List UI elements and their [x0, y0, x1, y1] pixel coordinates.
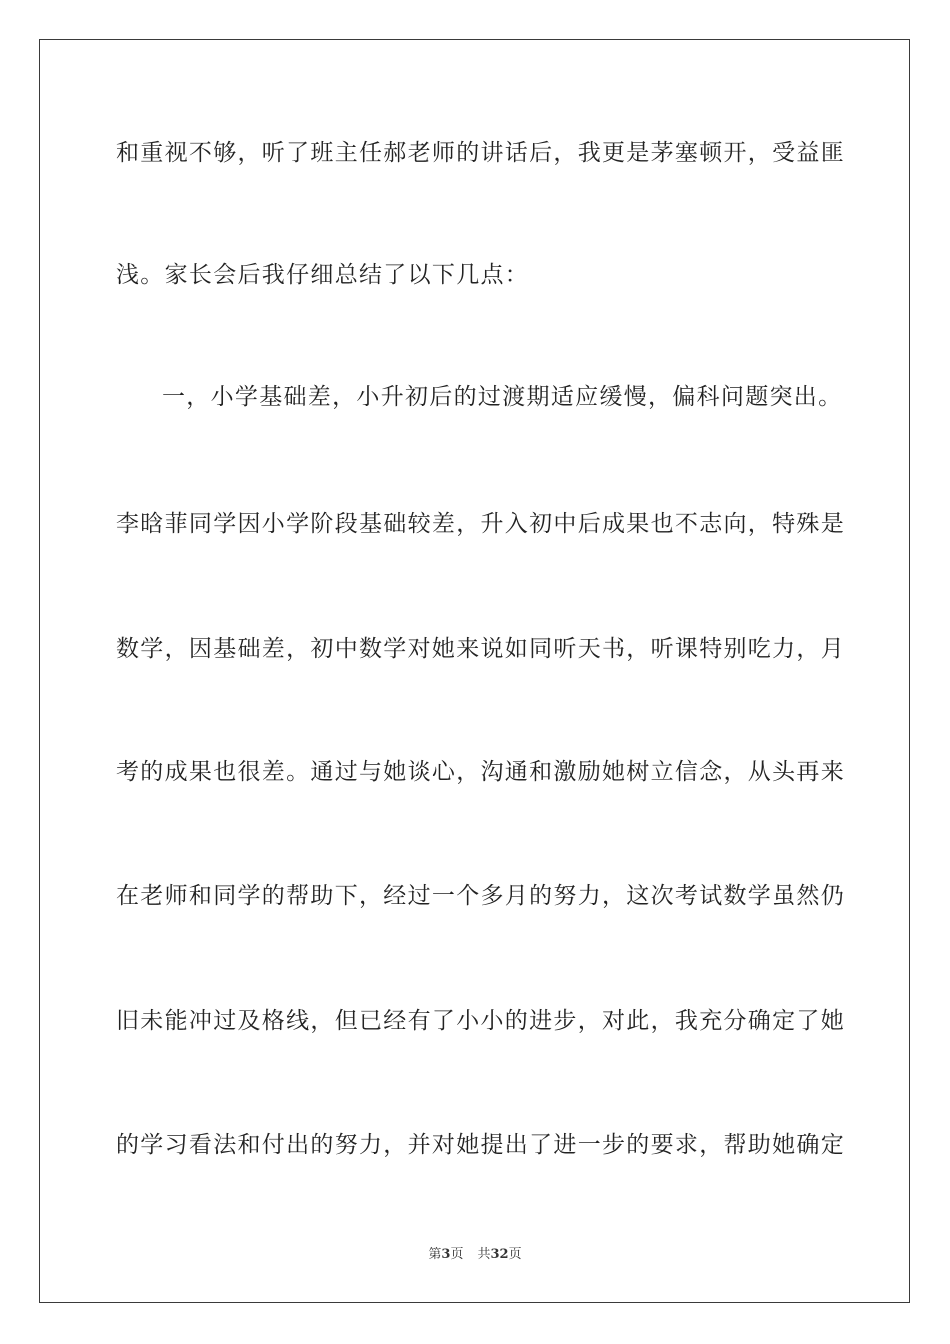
total-pages-prefix: 共: [477, 1247, 491, 1262]
text-line: 和重视不够，听了班主任郝老师的讲话后，我更是茅塞顿开，受益匪: [116, 140, 845, 166]
page-number-suffix: 页: [450, 1247, 464, 1262]
page-number-prefix: 第: [428, 1247, 442, 1262]
text-line: 浅。家长会后我仔细总结了以下几点：: [116, 262, 530, 288]
text-line: 考的成果也很差。通过与她谈心，沟通和激励她树立信念，从头再来: [116, 759, 845, 785]
text-line: 数学，因基础差，初中数学对她来说如同听天书，听课特别吃力，月: [116, 636, 845, 662]
text-line: 旧未能冲过及格线，但已经有了小小的进步，对此，我充分确定了她: [116, 1008, 845, 1034]
text-line: 李晗菲同学因小学阶段基础较差，升入初中后成果也不志向，特殊是: [116, 511, 845, 537]
total-pages-suffix: 页: [508, 1247, 522, 1262]
current-page-number: 3: [441, 1247, 451, 1262]
paragraph-heading: 一，小学基础差，小升初后的过渡期适应缓慢，偏科问题突出。: [162, 384, 843, 410]
page-border: [39, 39, 910, 1303]
text-line: 的学习看法和付出的努力，并对她提出了进一步的要求，帮助她确定: [116, 1132, 845, 1158]
page-footer: [0, 1246, 950, 1264]
text-line: 在老师和同学的帮助下，经过一个多月的努力，这次考试数学虽然仍: [116, 883, 845, 909]
total-page-count: 32: [490, 1247, 509, 1262]
